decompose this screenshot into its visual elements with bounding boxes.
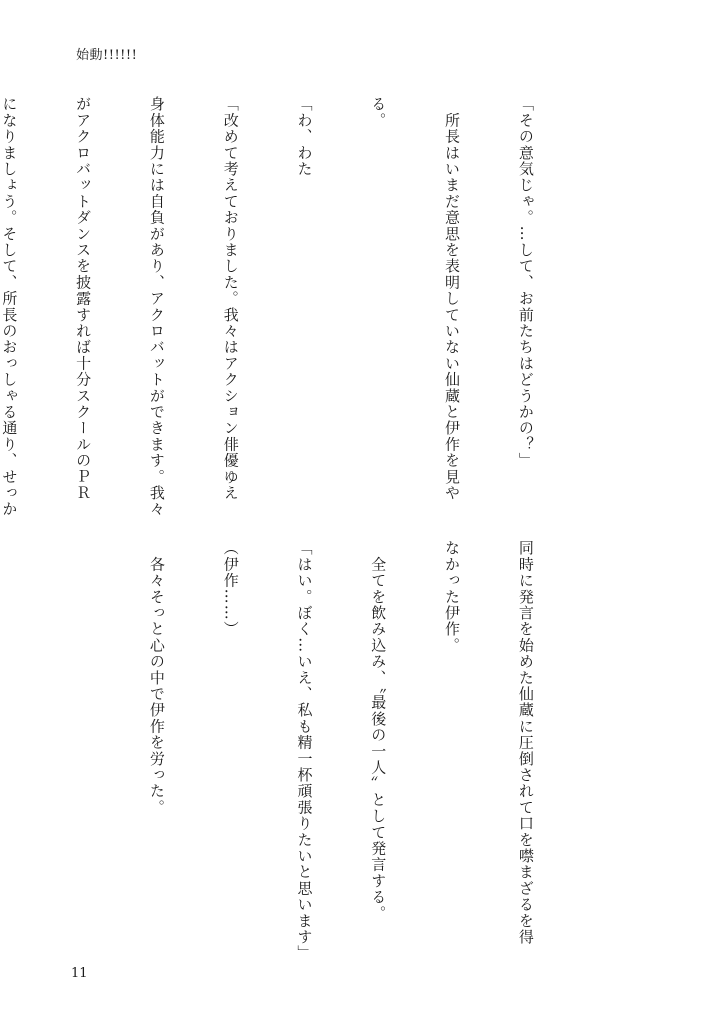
page-number: 11 [71,966,88,981]
text-line: になりましょう。そして、所長のおっしゃる通り、せっか [0,96,19,518]
upper-text-block [0,96,587,518]
text-line: （伊作……） [221,540,240,638]
text-line: 「改めて考えておりました。我々はアクション俳優ゆえ [221,96,240,501]
text-line: 「その意気じゃ。…して、お前たちはどうかの？」 [516,96,535,469]
text-line: がアクロバットダンスを披露すれば十分スクールのＰＲ [74,96,93,501]
text-line: る。 [369,96,388,129]
text-line: 所長はいまだ意思を表明していない仙蔵と伊作を見や [443,96,462,501]
text-line: 全てを飲み込み、〝最後の一人〟として発言する。 [369,540,388,922]
text-line: 身体能力には自負があり、アクロバットができます。我々 [147,96,166,518]
lower-text-block [117,540,587,960]
text-line: 同時に発言を始めた仙蔵に圧倒されて口を噤まざるを得 [516,540,535,945]
text-line: 各々そっと心の中で伊作を労った。 [147,540,166,816]
text-line: 「わ、わた [295,96,314,177]
page-header: 始動!!!!!! [76,48,138,63]
text-line: 「はい。ぼく…いえ、私も精一杯頑張りたいと思います」 [295,540,314,962]
text-line: なかった伊作。 [443,540,462,654]
